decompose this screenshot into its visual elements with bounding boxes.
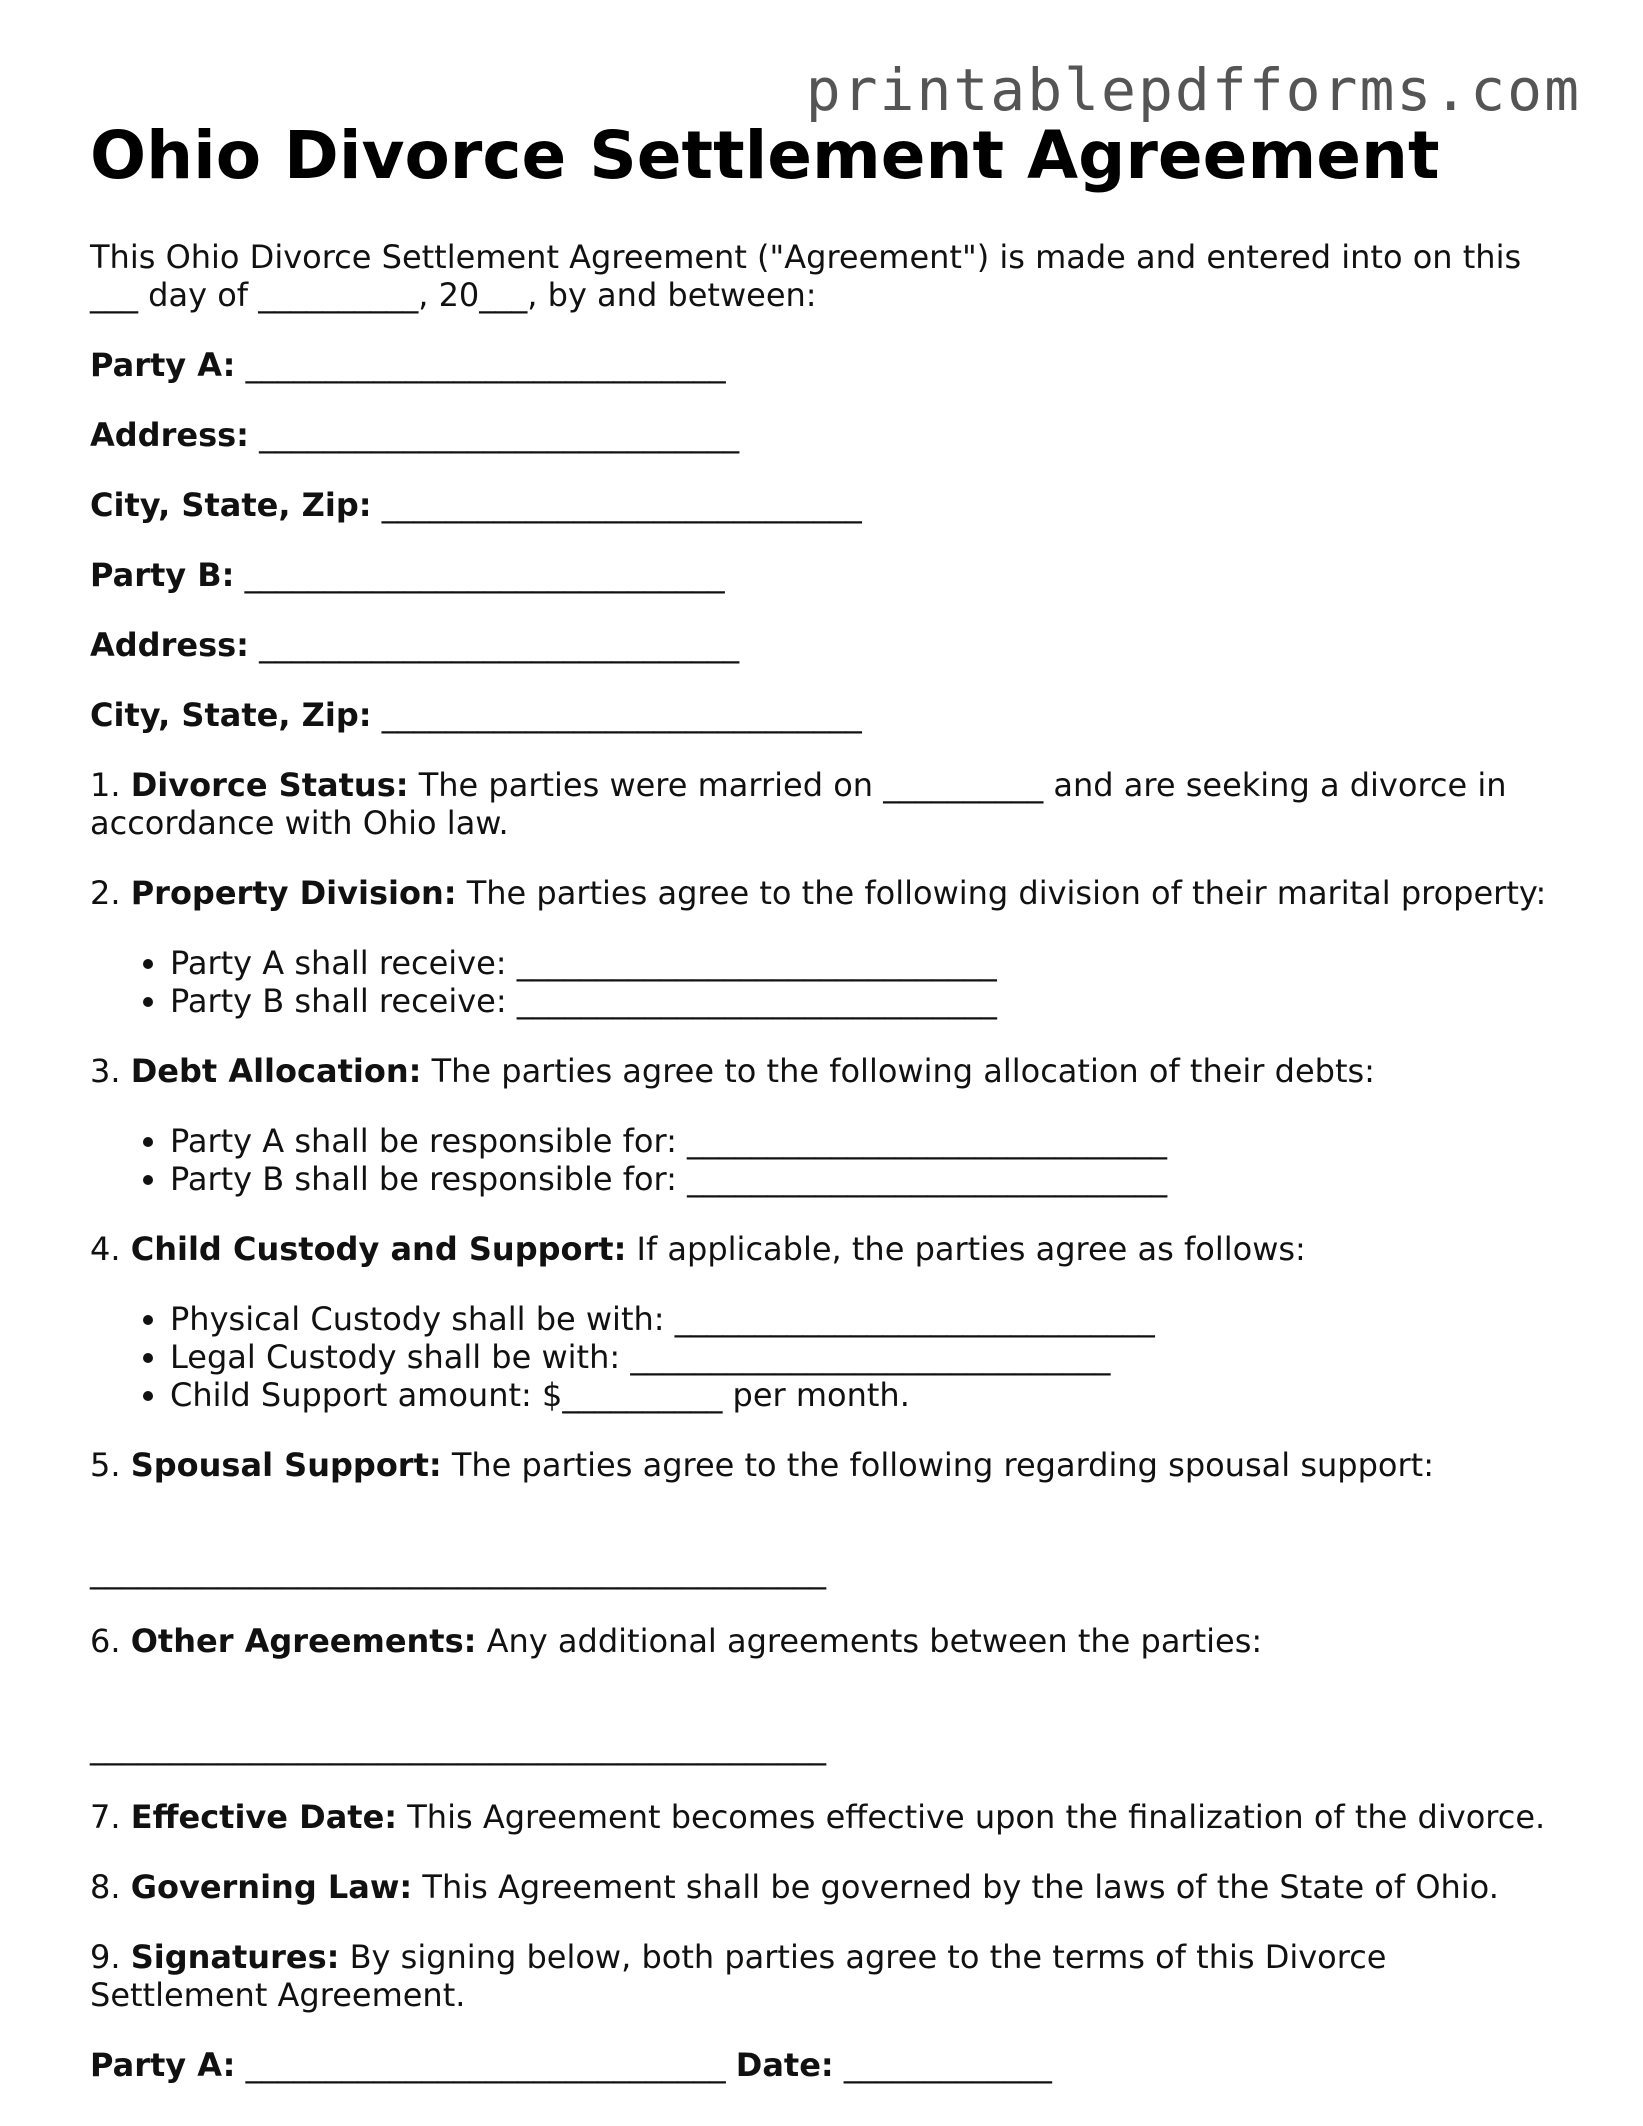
section-spousal-support [90, 1446, 1570, 1484]
debt-allocation-list [90, 1122, 1570, 1198]
section-text: If applicable, the parties agree as follows: [636, 1230, 1306, 1268]
section-child-custody [90, 1230, 1570, 1268]
section-text: By signing below, both parties agree to the terms of this Divorce [349, 1938, 1387, 1976]
list-item[interactable]: • Party A shall receive: ______________________________ [170, 944, 1570, 982]
signature-date-label: Date: [735, 2046, 834, 2084]
list-item[interactable]: • Legal Custody shall be with: ______________________________ [170, 1338, 1570, 1376]
section-text: The parties agree to the following regarding spousal support: [451, 1446, 1434, 1484]
city-state-zip-label: City, State, Zip: [90, 486, 372, 524]
party-b-address-line [90, 626, 1570, 664]
property-division-list [90, 944, 1570, 1020]
party-a-blank[interactable]: ______________________________ [245, 346, 726, 384]
section-number: 9. [90, 1938, 121, 1976]
party-b-label: Party B: [90, 556, 235, 594]
section-heading: Spousal Support: [130, 1446, 442, 1484]
spacer [90, 1692, 1570, 1728]
section-governing-law [90, 1868, 1570, 1906]
section-text: The parties agree to the following allocation of their debts: [431, 1052, 1375, 1090]
spousal-support-blank[interactable]: ______________________________________________ [90, 1552, 826, 1590]
section-divorce-status [90, 766, 1570, 842]
party-a-address-line [90, 416, 1570, 454]
section-heading: Signatures: [130, 1938, 340, 1976]
list-item[interactable]: • Party B shall receive: ______________________________ [170, 982, 1570, 1020]
section-heading: Debt Allocation: [130, 1052, 422, 1090]
intro-line-1: This Ohio Divorce Settlement Agreement ("Agreement") is made and entered into on this [90, 238, 1522, 276]
section-number: 4. [90, 1230, 121, 1268]
party-b-city-line [90, 696, 1570, 734]
section-number: 6. [90, 1622, 121, 1660]
section-effective-date [90, 1798, 1570, 1836]
section-number: 3. [90, 1052, 121, 1090]
list-item[interactable]: • Child Support amount: $__________ per month. [170, 1376, 1570, 1414]
section-signatures [90, 1938, 1570, 2014]
section-number: 8. [90, 1868, 121, 1906]
section-heading: Divorce Status: [130, 766, 409, 804]
signature-blank[interactable]: ______________________________ [245, 2046, 726, 2084]
section-heading: Effective Date: [130, 1798, 398, 1836]
city-state-zip-label: City, State, Zip: [90, 696, 372, 734]
document-content [90, 118, 1570, 2116]
page-title: Ohio Divorce Settlement Agreement [90, 117, 1440, 194]
list-item[interactable]: • Party B shall be responsible for: ______________________________ [170, 1160, 1570, 1198]
section-heading: Child Custody and Support: [130, 1230, 627, 1268]
section-text: This Agreement shall be governed by the laws of the State of Ohio. [422, 1868, 1499, 1906]
intro-paragraph [90, 238, 1570, 314]
section-text: Any additional agreements between the parties: [486, 1622, 1263, 1660]
section-number: 7. [90, 1798, 121, 1836]
section-number: 5. [90, 1446, 121, 1484]
section-number: 2. [90, 874, 121, 912]
section-text-continued: accordance with Ohio law. [90, 804, 509, 842]
signature-date-blank[interactable]: _____________ [843, 2046, 1052, 2084]
section-heading: Property Division: [130, 874, 457, 912]
spacer [90, 1516, 1570, 1552]
section-number: 1. [90, 766, 121, 804]
watermark: printablepdfforms.com [805, 56, 1581, 124]
section-text-continued: Settlement Agreement. [90, 1976, 466, 2014]
section-other-agreements [90, 1622, 1570, 1660]
section-heading: Governing Law: [130, 1868, 413, 1906]
section-text: This Agreement becomes effective upon the finalization of the divorce. [407, 1798, 1546, 1836]
party-a-city-line [90, 486, 1570, 524]
list-item[interactable]: • Party A shall be responsible for: ______________________________ [170, 1122, 1570, 1160]
child-custody-list [90, 1300, 1570, 1414]
signature-line [90, 2046, 1570, 2084]
list-item[interactable]: • Physical Custody shall be with: ______________________________ [170, 1300, 1570, 1338]
party-a-line [90, 346, 1570, 384]
address-label: Address: [90, 626, 249, 664]
section-heading: Other Agreements: [130, 1622, 477, 1660]
section-debt-allocation [90, 1052, 1570, 1090]
signature-party-label: Party A: [90, 2046, 236, 2084]
party-a-label: Party A: [90, 346, 236, 384]
other-agreements-blank[interactable]: ______________________________________________ [90, 1728, 826, 1766]
section-property-division [90, 874, 1570, 912]
party-a-city-blank[interactable]: ______________________________ [381, 486, 862, 524]
intro-line-2[interactable]: ___ day of __________, 20___, by and between: [90, 276, 817, 314]
party-b-address-blank[interactable]: ______________________________ [259, 626, 740, 664]
section-text[interactable]: The parties were married on __________ and are seeking a divorce in [418, 766, 1507, 804]
address-label: Address: [90, 416, 249, 454]
party-b-line [90, 556, 1570, 594]
section-text: The parties agree to the following division of their marital property: [466, 874, 1547, 912]
party-b-city-blank[interactable]: ______________________________ [381, 696, 862, 734]
party-b-blank[interactable]: ______________________________ [244, 556, 725, 594]
party-a-address-blank[interactable]: ______________________________ [259, 416, 740, 454]
